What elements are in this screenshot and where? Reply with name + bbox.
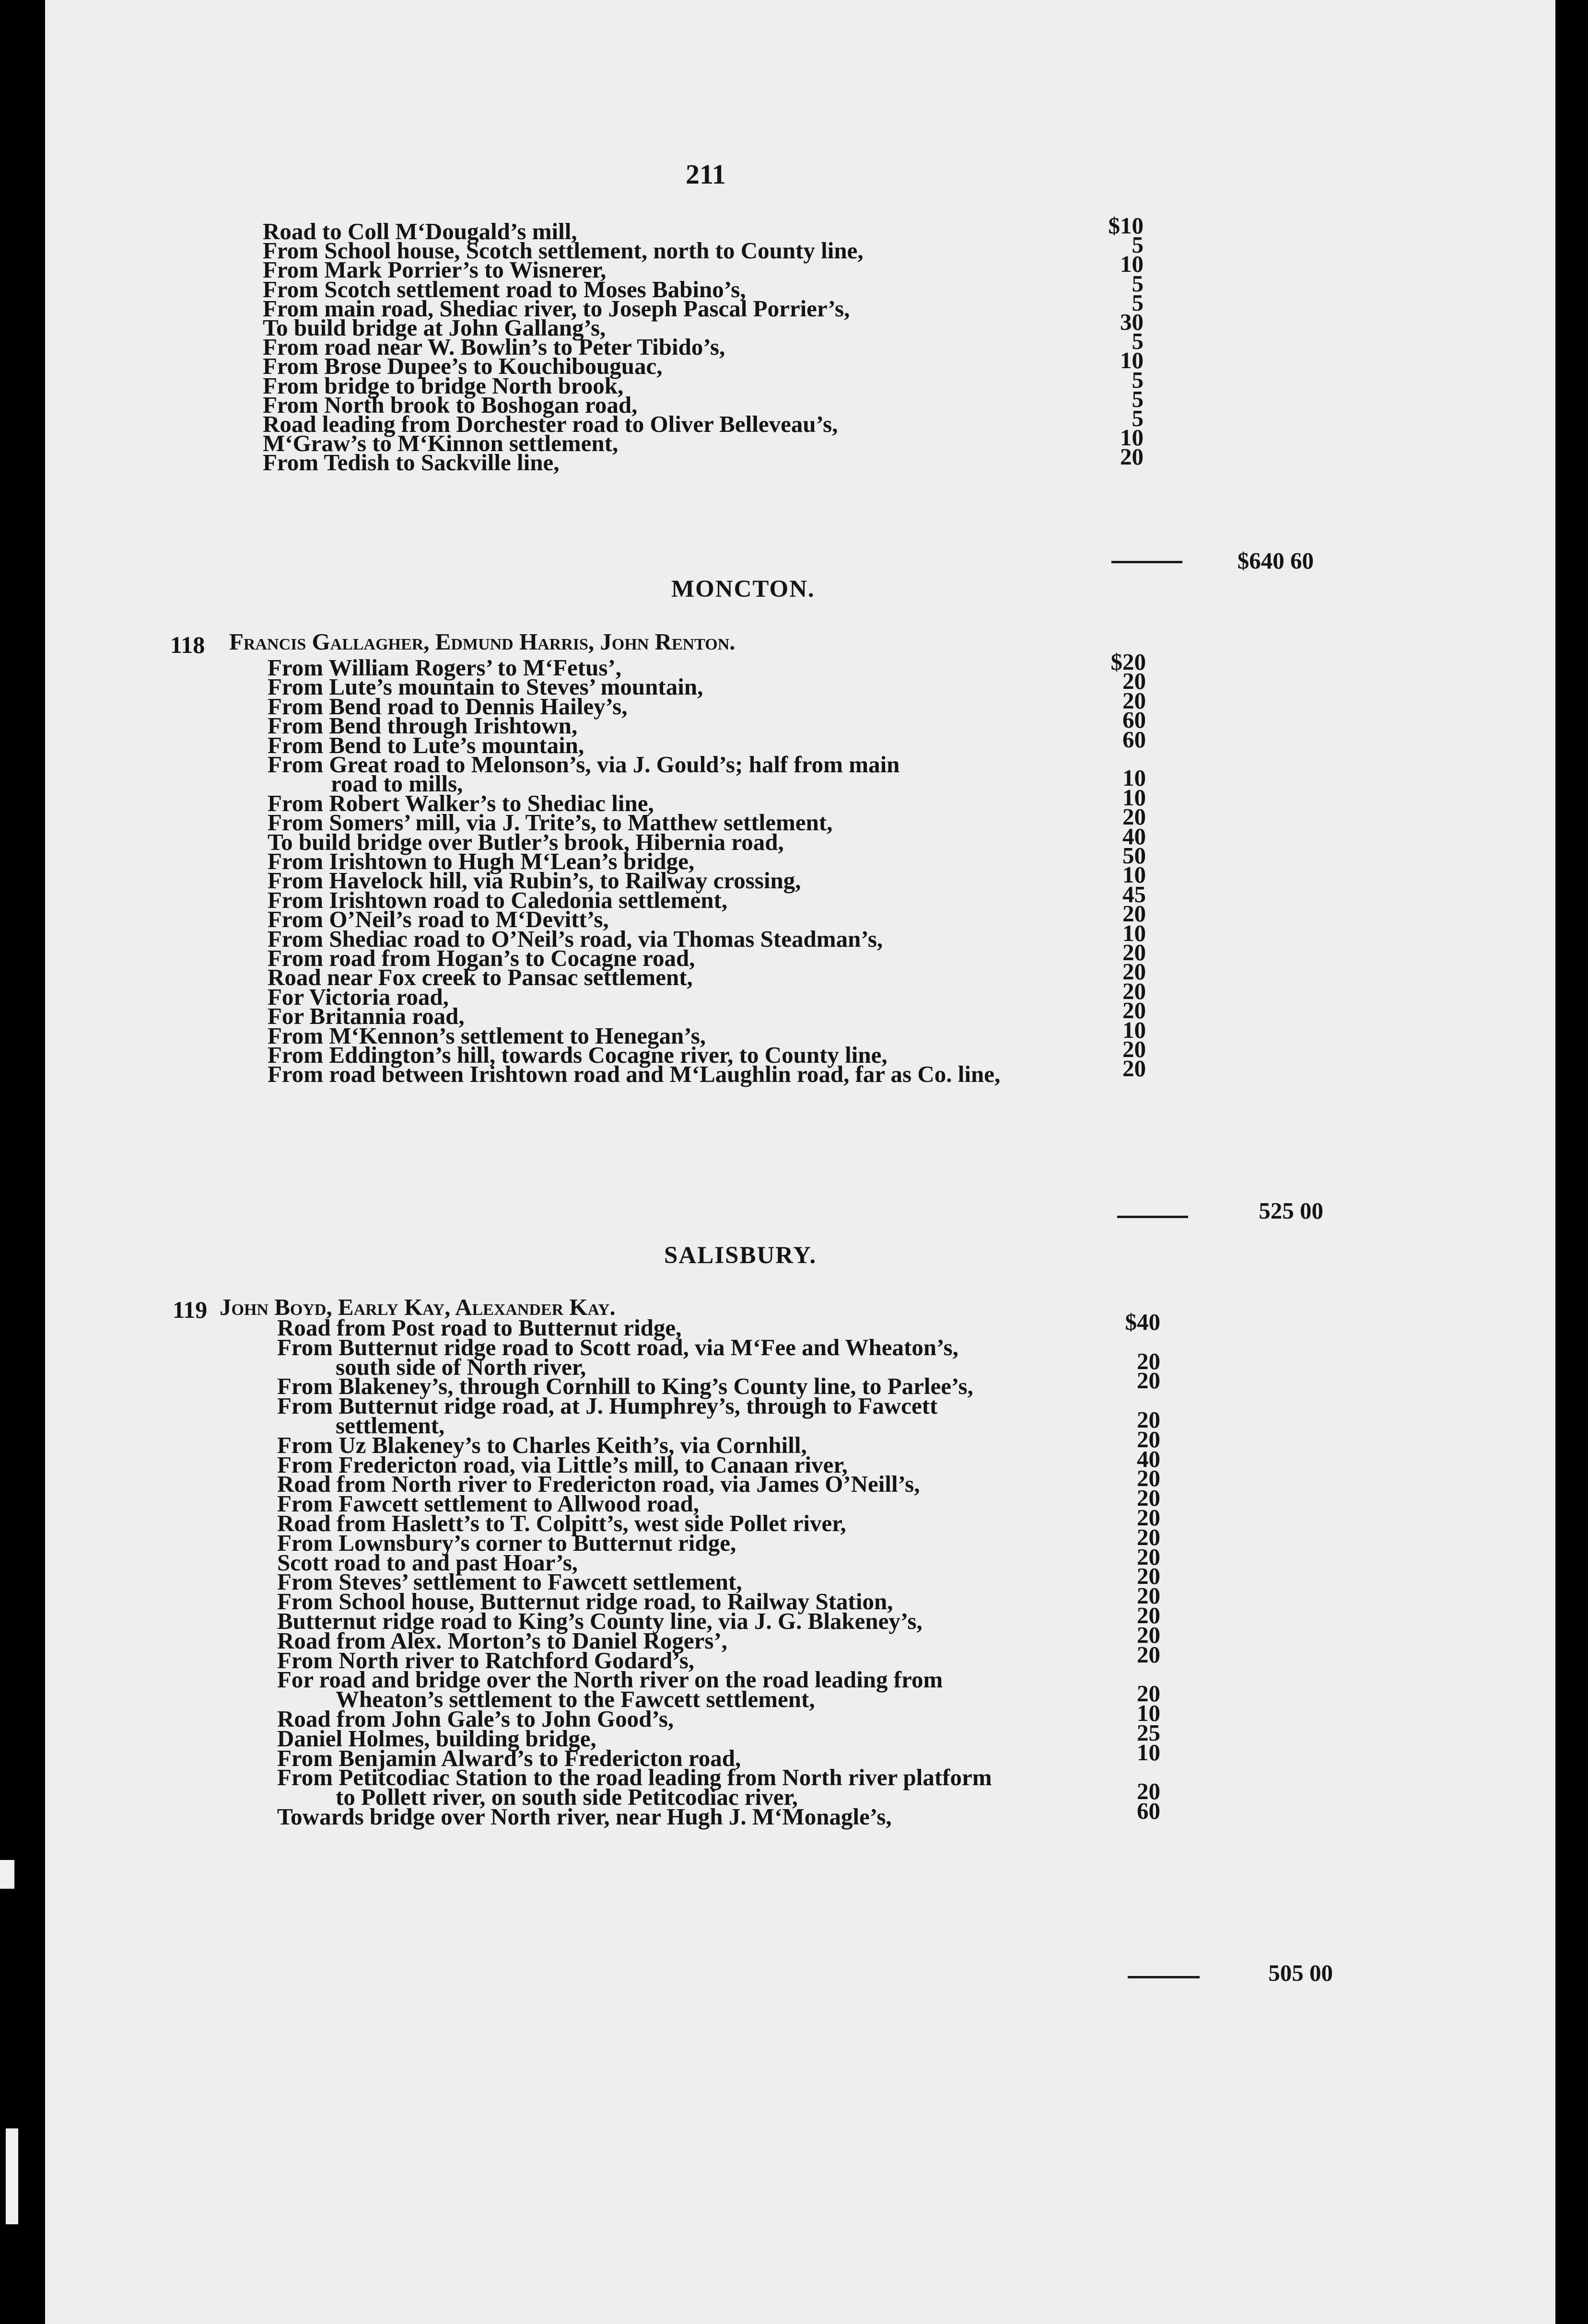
section-total: $640 60 — [1237, 547, 1314, 574]
entry-text: Daniel Holmes, building bridge, — [277, 1725, 596, 1752]
entry-amount: $10 — [1108, 212, 1144, 239]
entry-amount: 20 — [1137, 1543, 1160, 1570]
entry-amount: 20 — [1122, 977, 1146, 1004]
entry-text: From Bend to Lute’s mountain, — [268, 732, 584, 758]
entry-text: From M‘Kennon’s settlement to Henegan’s, — [268, 1022, 706, 1049]
entry-text: Road leading from Dorchester road to Oliver Belleveau’s, — [263, 411, 838, 437]
entry-text: Road from Alex. Morton’s to Daniel Rogers’, — [277, 1627, 728, 1654]
entry-amount: 20 — [1122, 803, 1146, 830]
entry-amount: 20 — [1137, 1778, 1160, 1805]
entry-text: Wheaton’s settlement to the Fawcett settlement, — [336, 1686, 815, 1713]
entry-amount: 20 — [1137, 1504, 1160, 1531]
entry-amount: 5 — [1132, 385, 1144, 412]
entry-text: Road from Post road to Butternut ridge, — [277, 1314, 682, 1341]
entry-text: From Benjamin Alward’s to Fredericton road, — [277, 1744, 741, 1771]
entry-text: Road from Haslett’s to T. Colpitt’s, west side Pollet river, — [277, 1510, 846, 1536]
entry-text: From O’Neil’s road to M‘Devitt’s, — [268, 906, 609, 933]
entry-text: Scott road to and past Hoar’s, — [277, 1549, 578, 1576]
entry-text: Towards bridge over North river, near Hugh J. M‘Monagle’s, — [277, 1803, 892, 1830]
section-heading-salisbury: SALISBURY. — [664, 1242, 817, 1269]
entry-text: road to mills, — [331, 770, 463, 797]
entry-amount: 45 — [1122, 881, 1146, 907]
entry-text: Road near Fox creek to Pansac settlement, — [268, 964, 693, 991]
entry-text: From Butternut ridge road to Scott road, via M‘Fee and Wheaton’s, — [277, 1334, 958, 1360]
entry-text: settlement, — [336, 1412, 445, 1439]
entry-amount: 20 — [1120, 443, 1144, 470]
entry-amount: 50 — [1122, 842, 1146, 869]
entry-amount: $20 — [1110, 649, 1146, 675]
entry-number: 118 — [170, 631, 205, 658]
entry-text: For Britannia road, — [268, 1003, 465, 1030]
entry-amount: 20 — [1122, 958, 1146, 985]
entry-amount: 10 — [1122, 1016, 1146, 1043]
entry-amount: 10 — [1122, 861, 1146, 888]
entry-amount: 5 — [1132, 405, 1144, 431]
film-edge-mark — [6, 2128, 18, 2224]
entry-amount: 20 — [1122, 687, 1146, 714]
entry-amount: 20 — [1122, 997, 1146, 1024]
entry-text: Road from John Gale’s to John Good’s, — [277, 1706, 674, 1732]
entry-amount: 40 — [1137, 1445, 1160, 1472]
entry-text: From Irishtown road to Caledonia settlement, — [268, 886, 728, 913]
entry-amount: 30 — [1120, 309, 1144, 335]
subtotal-rule — [1117, 1216, 1188, 1218]
entry-amount: 20 — [1137, 1523, 1160, 1550]
entry-text: From bridge to bridge North brook, — [263, 372, 624, 399]
entry-amount: 5 — [1132, 289, 1144, 316]
entry-text: Road from North river to Fredericton road, via James O’Neill’s, — [277, 1471, 920, 1498]
entry-text: M‘Graw’s to M‘Kinnon settlement, — [263, 430, 619, 457]
entry-amount: 20 — [1122, 900, 1146, 927]
entry-text: From Brose Dupee’s to Kouchibouguac, — [263, 353, 663, 380]
page-number: 211 — [686, 159, 726, 190]
entry-text: From Shediac road to O’Neil’s road, via Thomas Steadman’s, — [268, 925, 883, 952]
entry-text: From School house, Butternut ridge road, to Railway Station, — [277, 1588, 893, 1615]
entry-amount: 20 — [1122, 939, 1146, 965]
entry-text: To build bridge over Butler’s brook, Hibernia road, — [268, 828, 784, 855]
entry-text: From Lute’s mountain to Steves’ mountain, — [268, 674, 703, 700]
film-edge-mark — [0, 1860, 14, 1889]
entry-text: From North river to Ratchford Godard’s, — [277, 1647, 695, 1673]
entry-text: From Havelock hill, via Rubin’s, to Railway crossing, — [268, 867, 801, 894]
entry-amount: 5 — [1132, 270, 1144, 297]
entry-amount: 60 — [1137, 1798, 1160, 1824]
entry-text: From Bend road to Dennis Hailey’s, — [268, 693, 628, 720]
entry-amount: 20 — [1137, 1465, 1160, 1492]
entry-text: From William Rogers’ to M‘Fetus’, — [268, 654, 622, 681]
entry-text: to Pollett river, on south side Petitcodiac river, — [336, 1784, 798, 1811]
entry-amount: 40 — [1122, 823, 1146, 849]
entry-amount: 20 — [1122, 1036, 1146, 1062]
section-heading-moncton: MONCTON. — [671, 576, 815, 603]
entry-number: 119 — [173, 1296, 208, 1323]
entry-amount: 10 — [1137, 1700, 1160, 1726]
entry-amount: 20 — [1137, 1426, 1160, 1452]
entry-amount: 10 — [1122, 784, 1146, 811]
section-total: 505 00 — [1268, 1960, 1333, 1986]
entry-text: From North brook to Boshogan road, — [263, 391, 638, 418]
entry-amount: 20 — [1137, 1602, 1160, 1628]
entry-text: Road to Coll M‘Dougald’s mill, — [263, 218, 577, 244]
entry-text: From Butternut ridge road, at J. Humphrey’s, through to Fawcett — [277, 1393, 938, 1419]
entry-amount: 20 — [1137, 1621, 1160, 1648]
entry-amount: 20 — [1122, 668, 1146, 695]
entry-amount: 25 — [1137, 1719, 1160, 1746]
commissioners-names: Francis Gallagher, Edmund Harris, John Renton. — [229, 628, 736, 655]
entry-amount: 5 — [1132, 328, 1144, 355]
entry-amount: 20 — [1137, 1367, 1160, 1394]
entry-amount: 20 — [1137, 1348, 1160, 1374]
entry-text: From Fredericton road, via Little’s mill, to Canaan river, — [277, 1451, 848, 1478]
entry-text: From Bend through Irishtown, — [268, 712, 578, 739]
entry-text: From Tedish to Sackville line, — [263, 449, 560, 476]
entry-text: From Blakeney’s, through Cornhill to King’s County line, to Parlee’s, — [277, 1373, 973, 1400]
entry-text: From Uz Blakeney’s to Charles Keith’s, via Cornhill, — [277, 1431, 807, 1458]
entry-amount: 10 — [1120, 424, 1144, 451]
entry-text: From Great road to Melonson’s, via J. Gould’s; half from main — [268, 751, 900, 778]
commissioners-names: John Boyd, Early Kay, Alexander Kay. — [220, 1294, 616, 1320]
entry-text: From Irishtown to Hugh M‘Lean’s bridge, — [268, 848, 695, 874]
entry-text: From road from Hogan’s to Cocagne road, — [268, 945, 695, 971]
entry-text: From main road, Shediac river, to Joseph Pascal Porrier’s, — [263, 295, 850, 322]
entry-amount: 10 — [1137, 1739, 1160, 1766]
entry-amount: 20 — [1122, 1055, 1146, 1082]
entry-text: Butternut ridge road to King’s County line, via J. G. Blakeney’s, — [277, 1608, 922, 1634]
entry-text: From Eddington’s hill, towards Cocagne river, to County line, — [268, 1042, 887, 1068]
entry-text: From Petitcodiac Station to the road leading from North river platform — [277, 1764, 992, 1791]
entry-amount: 60 — [1122, 707, 1146, 733]
entry-amount: 10 — [1122, 765, 1146, 791]
entry-text: From road between Irishtown road and M‘Laughlin road, far as Co. line, — [268, 1061, 1001, 1088]
entry-text: From road near W. Bowlin’s to Peter Tibido’s, — [263, 334, 725, 360]
entry-amount: 60 — [1122, 726, 1146, 753]
entry-amount: 20 — [1137, 1406, 1160, 1433]
entry-amount: 5 — [1132, 232, 1144, 258]
entry-text: From Fawcett settlement to Allwood road, — [277, 1490, 699, 1517]
entry-amount: 20 — [1137, 1485, 1160, 1511]
entry-amount: $40 — [1125, 1309, 1160, 1335]
entry-text: From Lownsbury’s corner to Butternut ridge, — [277, 1529, 736, 1556]
entry-amount: 20 — [1137, 1582, 1160, 1609]
entry-text: From Scotch settlement road to Moses Babino’s, — [263, 276, 746, 302]
entry-amount: 10 — [1120, 251, 1144, 278]
entry-amount: 20 — [1137, 1641, 1160, 1668]
entry-amount: 10 — [1120, 347, 1144, 374]
entry-text: From Mark Porrier’s to Wisnerer, — [263, 256, 607, 283]
entry-amount: 20 — [1137, 1680, 1160, 1707]
entry-text: From Steves’ settlement to Fawcett settlement, — [277, 1569, 742, 1595]
entry-text: south side of North river, — [336, 1353, 586, 1380]
entry-text: From Robert Walker’s to Shediac line, — [268, 790, 654, 816]
entry-amount: 20 — [1137, 1563, 1160, 1590]
entry-text: For Victoria road, — [268, 983, 449, 1010]
entry-text: From School house, Scotch settlement, north to County line, — [263, 237, 864, 264]
section-total: 525 00 — [1259, 1197, 1323, 1224]
entry-text: For road and bridge over the North river on the road leading from — [277, 1666, 943, 1693]
entry-text: From Somers’ mill, via J. Trite’s, to Matthew settlement, — [268, 809, 833, 836]
entry-amount: 10 — [1122, 919, 1146, 946]
entry-text: To build bridge at John Gallang’s, — [263, 314, 606, 341]
entry-amount: 5 — [1132, 366, 1144, 393]
